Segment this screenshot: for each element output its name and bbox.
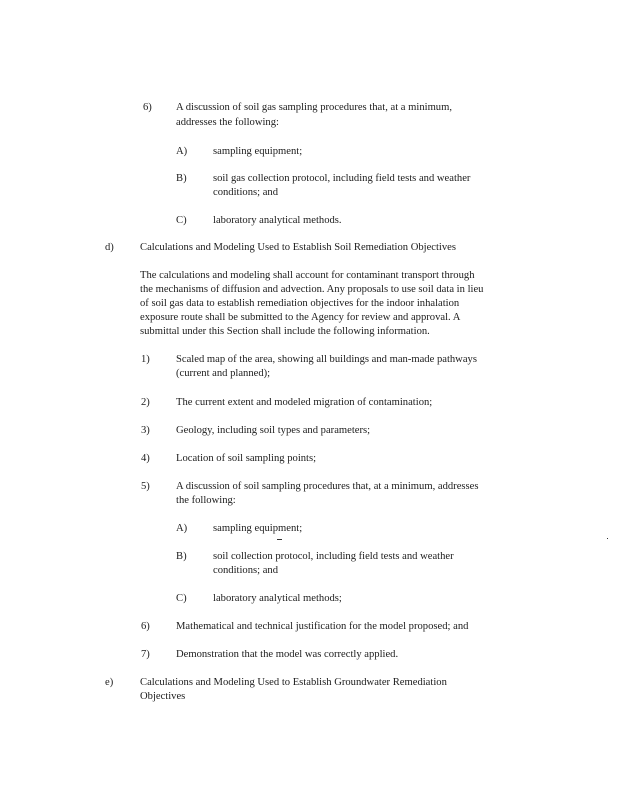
item-marker: 6)	[141, 621, 150, 632]
subitem-text-line: sampling equipment;	[213, 146, 303, 157]
item-marker: 2)	[141, 397, 150, 408]
item-text-line: addresses the following:	[176, 117, 279, 128]
item-marker: 5)	[141, 481, 150, 492]
paragraph-line: the mechanisms of diffusion and advection. Any proposals to use soil data in lieu	[140, 284, 484, 295]
subitem-marker: A)	[176, 146, 188, 157]
subitem-marker: C)	[176, 593, 187, 604]
subitem-text-line: laboratory analytical methods;	[213, 593, 342, 604]
item-text-line: Location of soil sampling points;	[176, 453, 317, 464]
paragraph-line: The calculations and modeling shall account for contaminant transport through	[140, 270, 475, 281]
item-text-line: Demonstration that the model was correctly applied.	[176, 649, 399, 660]
section-heading: Calculations and Modeling Used to Establish Groundwater Remediation	[140, 677, 447, 688]
subitem-marker: B)	[176, 173, 187, 184]
subitem-text-line: soil gas collection protocol, including field tests and weather	[213, 173, 471, 184]
paragraph-line: of soil gas data to establish remediation objectives for the indoor inhalation	[140, 298, 460, 309]
section-marker: d)	[105, 242, 114, 253]
subitem-text-line: laboratory analytical methods.	[213, 215, 342, 226]
paragraph-line: submittal under this Section shall include the following information.	[140, 326, 430, 337]
paragraph-line: exposure route shall be submitted to the Agency for review and approval. A	[140, 312, 461, 323]
item-marker: 1)	[141, 354, 150, 365]
subitem-marker: B)	[176, 551, 187, 562]
item-text-line: Geology, including soil types and parameters;	[176, 425, 371, 436]
subitem-text-line: sampling equipment;	[213, 523, 303, 534]
subitem-marker: A)	[176, 523, 188, 534]
item-marker: 3)	[141, 425, 150, 436]
subitem-text-line: soil collection protocol, including field tests and weather	[213, 551, 454, 562]
item-text-line: A discussion of soil sampling procedures that, at a minimum, addresses	[176, 481, 479, 492]
section-heading: Objectives	[140, 691, 186, 702]
scan-artifact	[607, 538, 608, 539]
section-marker: e)	[105, 677, 114, 688]
item-marker: 4)	[141, 453, 150, 464]
subitem-marker: C)	[176, 215, 187, 226]
item-text-line: the following:	[176, 495, 236, 506]
item-marker: 7)	[141, 649, 150, 660]
item-text-line: A discussion of soil gas sampling procedures that, at a minimum,	[176, 102, 452, 113]
scan-artifact	[277, 539, 282, 540]
subitem-text-line: conditions; and	[213, 187, 279, 198]
item-text-line: Mathematical and technical justification for the model proposed; and	[176, 621, 469, 632]
item-text-line: (current and planned);	[176, 368, 271, 379]
subitem-text-line: conditions; and	[213, 565, 279, 576]
item-marker: 6)	[143, 102, 152, 113]
section-heading: Calculations and Modeling Used to Establish Soil Remediation Objectives	[140, 242, 457, 253]
item-text-line: Scaled map of the area, showing all buildings and man-made pathways	[176, 354, 477, 365]
item-text-line: The current extent and modeled migration of contamination;	[176, 397, 433, 408]
